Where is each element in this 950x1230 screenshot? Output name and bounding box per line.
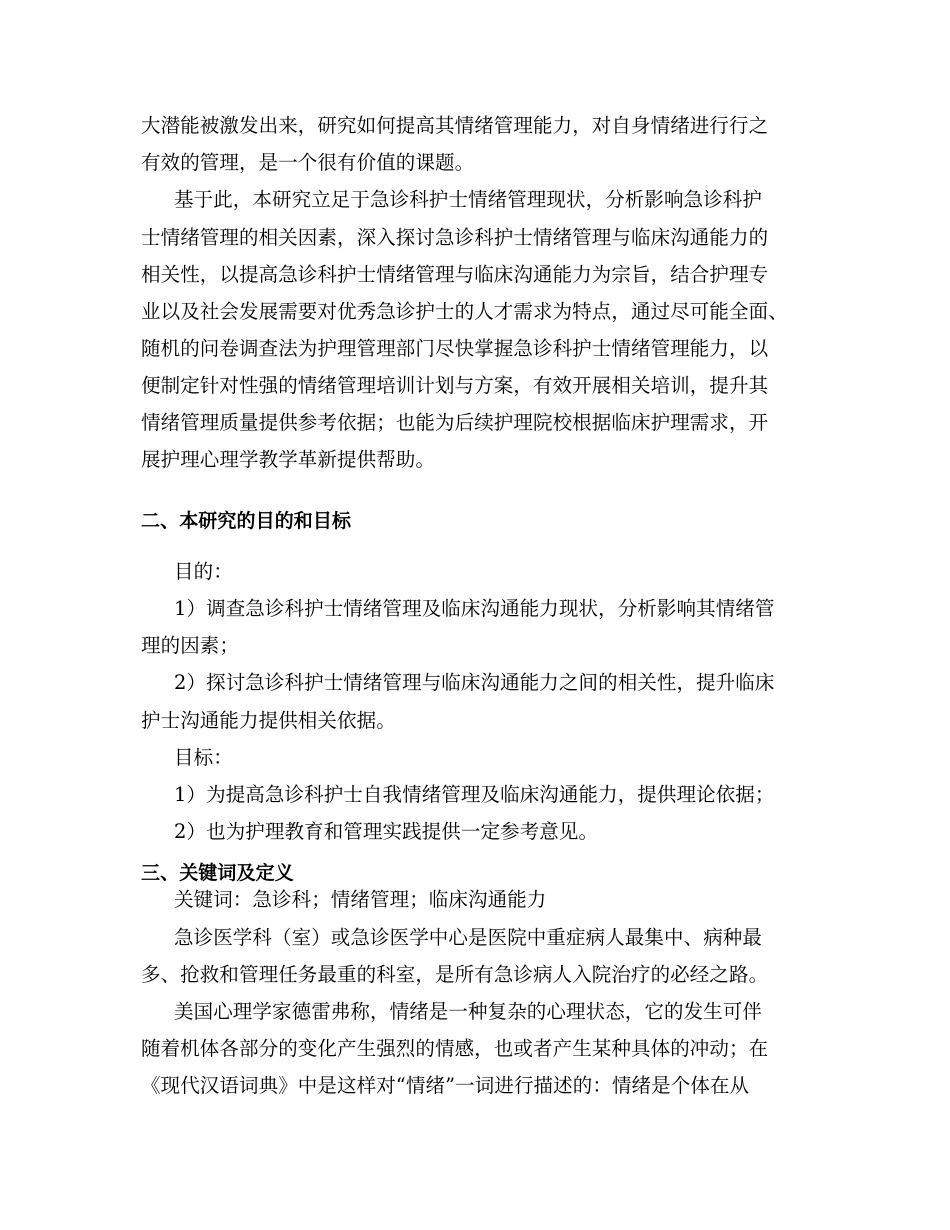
paragraph-line: 相关性，以提高急诊科护士情绪管理与临床沟通能力为宗旨，结合护理专 — [141, 263, 769, 286]
paragraph-line: 基于此，本研究立足于急诊科护士情绪管理现状，分析影响急诊科护 — [174, 188, 763, 211]
paragraph-line: 随机的问卷调查法为护理管理部门尽快掌握急诊科护士情绪管理能力，以 — [141, 337, 769, 360]
paragraph-line: 情绪管理质量提供参考依据；也能为后续护理院校根据临床护理需求，开 — [141, 411, 769, 434]
paragraph-line: 随着机体各部分的变化产生强烈的情感，也或者产生某种具体的冲动；在 — [141, 1037, 769, 1060]
paragraph-line: 理的因素； — [141, 634, 240, 657]
paragraph-line: 业以及社会发展需要对优秀急诊护士的人才需求为特点，通过尽可能全面、 — [141, 300, 788, 323]
list-item: 1）为提高急诊科护士自我情绪管理及临床沟通能力，提供理论依据； — [174, 783, 775, 806]
paragraph-line: 便制定针对性强的情绪管理培训计划与方案，有效开展相关培训，提升其 — [141, 374, 769, 397]
paragraph-line: 美国心理学家德雷弗称，情绪是一种复杂的心理状态，它的发生可伴 — [174, 1000, 763, 1023]
paragraph-line: 多、抢救和管理任务最重的科室，是所有急诊病人入院治疗的必经之路。 — [141, 963, 769, 986]
paragraph-line: 急诊医学科（室）或急诊医学中心是医院中重症病人最集中、病种最 — [174, 926, 763, 949]
paragraph-line: 有效的管理，是一个很有价值的课题。 — [141, 151, 475, 174]
paragraph-line: 大潜能被激发出来，研究如何提高其情绪管理能力，对自身情绪进行行之 — [141, 114, 769, 137]
paragraph-line: 护士沟通能力提供相关依据。 — [141, 709, 396, 732]
paragraph-line: 展护理心理学教学革新提供帮助。 — [141, 448, 436, 471]
list-item: 1）调查急诊科护士情绪管理及临床沟通能力现状，分析影响其情绪管 — [174, 597, 775, 620]
paragraph-line: 《现代汉语词典》中是这样对“情绪”一词进行描述的：情绪是个体在从 — [141, 1074, 750, 1097]
list-item: 2）探讨急诊科护士情绪管理与临床沟通能力之间的相关性，提升临床 — [174, 671, 775, 694]
paragraph-line: 士情绪管理的相关因素，深入探讨急诊科护士情绪管理与临床沟通能力的 — [141, 226, 769, 249]
keywords-line: 关键词：急诊科；情绪管理；临床沟通能力 — [174, 888, 547, 911]
section-heading: 三、关键词及定义 — [141, 862, 294, 884]
section-heading: 二、本研究的目的和目标 — [141, 510, 352, 532]
paragraph-line: 目的： — [174, 560, 233, 583]
paragraph-line: 目标： — [174, 746, 233, 769]
list-item: 2）也为护理教育和管理实践提供一定参考意见。 — [174, 820, 599, 843]
